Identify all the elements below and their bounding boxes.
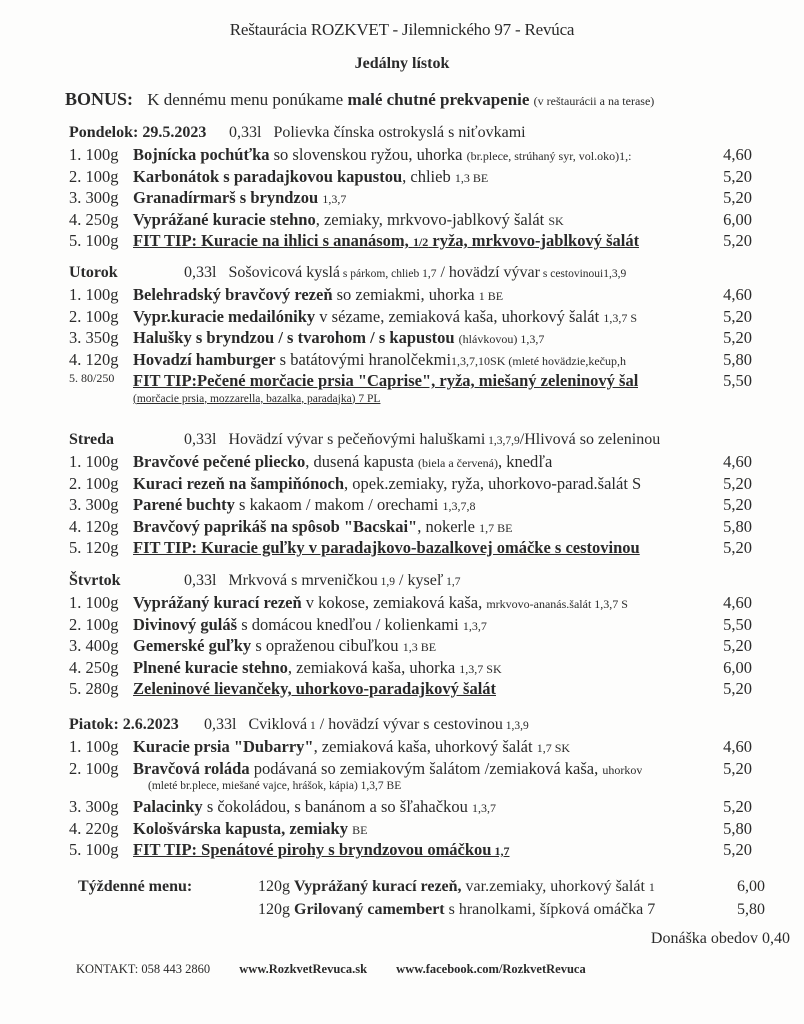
item-number-weight: 1. 100g (69, 145, 119, 164)
soup-line (69, 124, 769, 145)
item-description (133, 797, 496, 817)
item-number-weight: 4. 120g (69, 349, 119, 369)
item-price: 5,80 (723, 818, 752, 838)
dish-sides: s domácou knedľou / kolienkami (237, 614, 463, 634)
dish-sides: s batátovými hranolčekmi (275, 349, 452, 369)
item-number-weight: 3. 300g (69, 188, 119, 207)
dish-allergens: 1,3,7 S (603, 310, 638, 325)
dish-name: Kuracie prsia "Dubarry" (133, 737, 314, 756)
soup-allergens: 1,9 (377, 576, 396, 588)
item-description (133, 593, 628, 613)
fit-tip-portion: 1/2 (412, 235, 429, 249)
dish-allergens: 1,3,7,8 (442, 499, 476, 513)
restaurant-title: Reštaurácia ROZKVET - Jilemnického 97 - Revúca (229, 20, 575, 39)
dish-sides: so zemiakmi, uhorka (332, 285, 479, 304)
item-price: 4,60 (723, 593, 752, 612)
item-price: 5,20 (723, 636, 752, 655)
soup-alt-name: / kyseľ (395, 572, 444, 589)
dish-allergens: 1,7 BE (479, 520, 513, 535)
item-price: 4,60 (723, 285, 752, 304)
dish-sides: s opraženou cibuľkou (251, 636, 403, 655)
dish-name: Plnené kuracie stehno (133, 657, 288, 677)
weekly-item (258, 901, 655, 919)
day-section (69, 264, 769, 410)
fit-tip-text (133, 840, 510, 859)
item-number-weight: 5. 100g (69, 840, 119, 859)
item-note-text: (mleté br.plece, miešané vajce, hrášok, kápia) 1,3,7 BE (148, 780, 402, 792)
menu-item (69, 797, 769, 819)
dish-name: Bravčové pečené pliecko (133, 452, 306, 471)
bonus-text: K dennému menu ponúkame (147, 90, 344, 109)
soup-name: Hovädzí vývar s pečeňovými haluškami (228, 431, 486, 448)
weekly-price: 6,00 (737, 878, 765, 895)
item-number-weight: 2. 100g (69, 758, 119, 778)
dish-allergens: (br.plece, strúhaný syr, vol.oko)1,: (466, 149, 632, 163)
soup-alt-name: /Hlivová so zeleninou (519, 431, 661, 448)
dish-name: Gemerské guľky (133, 636, 252, 655)
bonus-highlight: malé chutné prekvapenie (347, 90, 530, 109)
item-number-weight: 5. 120g (69, 538, 119, 557)
item-price: 5,20 (723, 473, 752, 493)
fit-tip-rest: ryža, mrkvovo-jablkový šalát (428, 231, 640, 250)
item-price: 5,20 (723, 679, 752, 698)
soup-allergens: 1 (307, 720, 316, 732)
item-description (133, 188, 346, 208)
weekly-dish-sides: s hranolkami, šípková omáčka 7 (444, 901, 656, 918)
dish-name: Parené buchty (133, 495, 235, 514)
item-price: 5,20 (723, 231, 752, 250)
contact-phone: KONTAKT: 058 443 2860 (76, 962, 211, 976)
dish-sides: , nokerle (417, 516, 480, 536)
menu-item (69, 210, 769, 232)
dish-name: Bojnícka pochúťka (133, 145, 270, 164)
menu-item (69, 593, 769, 615)
day-section (69, 572, 769, 701)
soup-of-day (184, 572, 461, 590)
menu-item (69, 167, 769, 189)
item-number-weight: 3. 300g (69, 797, 119, 816)
day-name: Štvrtok (69, 572, 121, 589)
weekly-item (258, 878, 655, 896)
soup-line (69, 716, 769, 737)
menu-item (69, 307, 769, 329)
item-description (133, 307, 637, 327)
menu-item (69, 371, 769, 393)
menu-item (69, 328, 769, 350)
item-description (133, 350, 626, 370)
item-description (133, 658, 502, 678)
item-price: 5,20 (723, 188, 752, 207)
bonus-label: BONUS: (65, 89, 134, 109)
item-price: 4,60 (723, 145, 752, 164)
dish-allergens: (biela a červená) (418, 456, 498, 470)
item-price: 5,20 (723, 495, 752, 514)
item-price: 5,20 (723, 538, 752, 557)
dish-name: Vyprážaný kurací rezeň (133, 593, 302, 612)
item-price: 5,50 (723, 371, 752, 390)
item-description (133, 452, 552, 472)
item-description (133, 840, 510, 860)
item-description (133, 210, 564, 230)
menu-item (69, 474, 769, 496)
item-price: 4,60 (723, 452, 752, 471)
dish-allergens: mrkvovo-ananás.šalát 1,3,7 S (486, 597, 628, 611)
item-price: 5,20 (723, 840, 752, 859)
fit-tip-text (133, 231, 639, 250)
fit-tip-main: FIT TIP:Pečené morčacie prsia "Caprise", ryža, miešaný zeleninový šal (133, 371, 639, 390)
item-number-weight: 4. 220g (69, 818, 119, 838)
item-description (133, 737, 570, 757)
dish-allergens: 1,3 BE (454, 170, 489, 185)
dish-sides: v sézame, zemiaková kaša, uhorkový šalát (315, 306, 604, 326)
item-description (133, 679, 496, 699)
soup-volume: 0,33l (184, 264, 221, 281)
menu-item (69, 495, 769, 517)
menu-item (69, 615, 769, 637)
day-name: Piatok: 2.6.2023 (69, 716, 179, 733)
dish-allergens: 1,3,7 SK (459, 661, 502, 676)
item-description (133, 495, 475, 515)
item-price: 6,00 (723, 657, 752, 677)
item-description (133, 167, 488, 187)
dish-sides: , zemiaky, mrkvovo-jablkový šalát (315, 209, 549, 229)
dish-name: Karbonátok s paradajkovou kapustou (133, 166, 403, 186)
day-name: Utorok (69, 264, 118, 281)
item-number-weight: 2. 100g (69, 473, 119, 493)
soup-allergens: s párkom, chlieb 1,7 (340, 268, 437, 280)
menu-item (69, 759, 769, 781)
dish-sides: , chlieb (402, 166, 455, 186)
dish-allergens: 1,7 SK (536, 741, 571, 755)
soup-line (69, 572, 769, 593)
item-number-weight: 4. 250g (69, 209, 119, 229)
item-description (133, 371, 638, 391)
fit-tip-allergens: 1,7 (491, 844, 510, 858)
day-section (69, 124, 769, 253)
item-number-weight: 2. 100g (69, 614, 119, 634)
item-number-weight: 1. 100g (69, 452, 119, 471)
weekly-price: 5,80 (737, 901, 765, 918)
menu-item (69, 452, 769, 474)
item-number-weight: 2. 100g (69, 306, 119, 326)
item-price: 5,20 (723, 797, 752, 816)
item-number-weight: 1. 100g (69, 285, 119, 304)
menu-item (69, 538, 769, 560)
item-price: 6,00 (723, 209, 752, 229)
item-description (133, 517, 512, 537)
soup-line (69, 264, 769, 285)
dish-name: Kološvárska kapusta, zemiaky (133, 818, 348, 838)
menu-heading: Jedálny lístok (354, 55, 450, 72)
fit-tip-text (133, 538, 640, 557)
website-link[interactable]: www.RozkvetRevuca.sk (239, 962, 368, 976)
item-description (133, 285, 503, 305)
dish-name: Halušky s bryndzou / s tvarohom / s kapustou (133, 328, 455, 347)
item-description (133, 636, 436, 656)
item-note (69, 393, 769, 410)
menu-item (69, 145, 769, 167)
delivery-fee: Donáška obedov 0,40 (650, 930, 790, 947)
item-description (133, 231, 639, 251)
item-description (133, 145, 631, 165)
dish-name: Kuraci rezeň na šampiňónoch (133, 473, 344, 493)
menu-item (69, 350, 769, 372)
fit-tip-main: FIT TIP: Kuracie na ihlici s ananásom, (133, 231, 413, 250)
soup-alt-allergens: s cestovinoui1,3,9 (539, 268, 627, 280)
dish-allergens: 1 BE (478, 289, 504, 303)
item-number-weight: 3. 350g (69, 328, 119, 347)
item-description (133, 474, 641, 494)
soup-name: Sošovicová kyslá (228, 264, 340, 281)
soup-of-day (184, 264, 626, 282)
dish-sides: , opek.zemiaky, ryža, uhorkovo-parad.šalát S (344, 473, 642, 493)
dish-name: Palacinky (133, 797, 203, 816)
dish-name: Granadírmarš s bryndzou (133, 188, 319, 207)
item-number-weight: 3. 400g (69, 636, 119, 655)
item-note (69, 780, 769, 797)
item-description (133, 615, 487, 635)
soup-name: Mrkvová s mrveničkou (228, 572, 378, 589)
facebook-link[interactable]: www.facebook.com/RozkvetRevuca (396, 962, 586, 976)
soup-volume: 0,33l (204, 716, 241, 733)
dish-sides: so slovenskou ryžou, uhorka (269, 145, 467, 164)
item-description (133, 819, 367, 839)
dish-allergens: (hlávkovou) 1,3,7 (458, 332, 545, 346)
dish-name: Vyprážané kuracie stehno (133, 209, 316, 229)
fit-tip-text (133, 371, 638, 390)
item-number-weight: 1. 100g (69, 737, 119, 756)
dish-name: Bravčový paprikáš na spôsob "Bacskai" (133, 516, 418, 536)
weekly-weight: 120g (258, 878, 294, 895)
item-number-weight: 5. 100g (69, 231, 119, 250)
item-description (133, 328, 544, 348)
soup-of-day (184, 431, 660, 449)
soup-alt-allergens: 1,7 (443, 576, 461, 588)
day-section (69, 716, 769, 862)
soup-name: Polievka čínska ostrokyslá s niťovkami (273, 124, 526, 141)
dish-allergens: 1,3 BE (402, 640, 437, 654)
item-price: 5,20 (723, 306, 752, 326)
item-price: 5,80 (723, 516, 752, 536)
item-number-weight: 4. 250g (69, 657, 119, 677)
weekly-weight: 120g (258, 901, 294, 918)
dish-sides: v kokose, zemiaková kaša, (301, 593, 487, 612)
soup-of-day (229, 124, 526, 142)
dish-allergens: 1,3,7,10SK (mleté hovädzie,kečup,h (451, 353, 627, 368)
soup-of-day (204, 716, 529, 734)
dish-name: Divinový guláš (133, 614, 238, 634)
menu-item (69, 679, 769, 701)
dish-sides: , dusená kapusta (305, 452, 419, 471)
soup-volume: 0,33l (184, 431, 221, 448)
dish-allergens: BE (352, 822, 368, 837)
soup-alt-name: / hovädzí vývar (436, 264, 540, 281)
soup-volume: 0,33l (184, 572, 221, 589)
menu-item (69, 636, 769, 658)
soup-line (69, 431, 769, 452)
day-name: Streda (69, 431, 115, 448)
soup-allergens: 1,3,7,9 (485, 435, 520, 447)
bonus-line (65, 89, 654, 110)
dish-sides: , zemiaková kaša, uhorkový šalát (313, 737, 537, 756)
item-number-weight: 5. 280g (69, 679, 119, 698)
dish-name: Hovadzí hamburger (133, 349, 276, 369)
item-price: 5,80 (723, 349, 752, 369)
soup-alt-allergens: 1,3,9 (502, 720, 529, 732)
menu-item (69, 188, 769, 210)
item-price: 5,20 (723, 166, 752, 186)
dish-allergens: 1,3,7 (462, 618, 487, 633)
menu-item (69, 737, 769, 759)
menu-item (69, 658, 769, 680)
fit-tip-text (133, 679, 496, 698)
item-number-weight: 4. 120g (69, 516, 119, 536)
dish-allergens: 1,3,7 (471, 801, 496, 815)
soup-name: Cviklová (248, 716, 308, 733)
item-number-weight: 1. 100g (69, 593, 119, 612)
dish-sides: podávaná so zemiakovým šalátom /zemiaková kaša, (249, 758, 603, 778)
weekly-label: Týždenné menu: (78, 878, 193, 895)
menu-item (69, 840, 769, 862)
menu-item (69, 285, 769, 307)
dish-allergens: uhorkov (602, 762, 643, 777)
item-price: 5,20 (723, 758, 752, 778)
item-description (133, 759, 642, 779)
item-note-text: (morčacie prsia, mozzarella, bazalka, paradajka) 7 PL (133, 392, 381, 405)
dish-allergens: 1,3,7 (322, 192, 347, 206)
day-name: Pondelok: 29.5.2023 (69, 124, 207, 141)
bonus-note: (v reštaurácii a na terase) (533, 94, 655, 108)
fit-tip-main: FIT TIP: Kuracie guľky v paradajkovo-bazalkovej omáčke s cestovinou (133, 538, 640, 557)
menu-item (69, 819, 769, 841)
item-number-weight: 2. 100g (69, 166, 119, 186)
item-number-weight: 5. 80/250 (69, 371, 115, 385)
dish-extra: , knedľa (497, 452, 553, 471)
menu-item (69, 231, 769, 253)
item-price: 5,50 (723, 614, 752, 634)
weekly-dish-name: Grilovaný camembert (294, 901, 445, 918)
dish-sides: , zemiaková kaša, uhorka (287, 657, 460, 677)
soup-alt-name: / hovädzí vývar s cestovinou (315, 716, 503, 733)
day-section (69, 431, 769, 560)
fit-tip-main: FIT TIP: Spenátové pirohy s bryndzovou omáčkou (133, 840, 492, 859)
weekly-dish-sides: var.zemiaky, uhorkový šalát (461, 878, 649, 895)
fit-tip-main: Zeleninové lievančeky, uhorkovo-paradajkový šalát (133, 679, 497, 698)
dish-name: Vypr.kuracie medailóniky (133, 306, 316, 326)
weekly-dish-name: Vyprážaný kurací rezeň, (294, 878, 462, 895)
footer-contact (76, 962, 586, 977)
menu-item (69, 517, 769, 539)
weekly-allergens: 1 (648, 880, 655, 894)
dish-sides: s kakaom / makom / orechami (234, 495, 443, 514)
dish-sides: s čokoládou, s banánom a so šľahačkou (202, 797, 472, 816)
dish-allergens: SK (548, 213, 564, 228)
dish-name: Bravčová roláda (133, 758, 250, 778)
item-number-weight: 3. 300g (69, 495, 119, 514)
soup-volume: 0,33l (229, 124, 266, 141)
dish-name: Belehradský bravčový rezeň (133, 285, 333, 304)
item-price: 5,20 (723, 328, 752, 347)
item-price: 4,60 (723, 737, 752, 756)
item-description (133, 538, 640, 558)
